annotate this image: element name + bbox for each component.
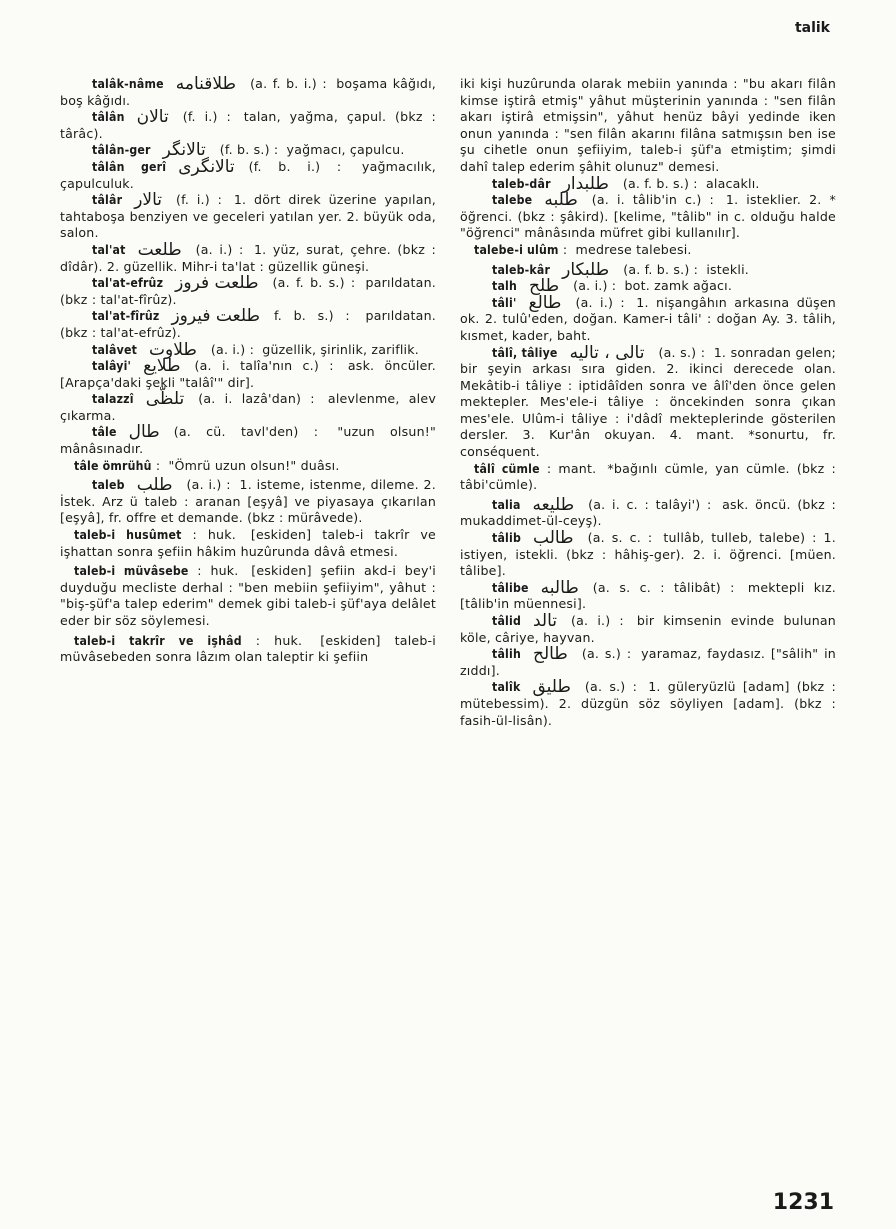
entry-grammar-note: (f. i.) : <box>182 109 231 125</box>
dictionary-entry <box>60 358 436 391</box>
dictionary-entry <box>60 391 436 424</box>
entry-definition: "uzun olsun!" mânâsınadır. <box>60 424 436 457</box>
dictionary-entry <box>460 461 836 494</box>
dictionary-entry <box>460 679 836 729</box>
entry-arabic-script: طلعت <box>137 239 182 260</box>
entry-grammar-note: (a. i. talîa'nın c.) : <box>194 358 334 374</box>
dictionary-entry <box>60 156 436 192</box>
entry-arabic-script: تالار <box>134 190 163 211</box>
entry-headword: taleb-kâr <box>492 262 551 277</box>
dictionary-entry <box>460 242 836 259</box>
entry-grammar-note: (a. s. c. : tâlibât) : <box>592 579 735 595</box>
entry-definition: [eskiden] şefiin akd-i bey'i duyduğu mecliste derhal : "ben mebiin şefiiyim", yâhut : "biş-şüf'a talep ederim" demek gibi taleb-i şüf'aya delâlet eder bir söz söylemesi. <box>60 563 436 628</box>
entry-headword: talîk <box>492 680 521 695</box>
entry-grammar-note: (a. i. lazâ'dan) : <box>198 391 315 407</box>
entry-arabic-script: طلايع <box>143 356 181 377</box>
entry-grammar-note: (a. f. b. i.) : <box>250 76 327 91</box>
entry-grammar-note: (a. s.) : <box>658 344 706 360</box>
entry-grammar-note: (a. i.) : <box>571 613 624 628</box>
entry-grammar-note: (a. i.) : <box>575 294 625 310</box>
entry-grammar-note: : mant. <box>546 460 597 476</box>
entry-headword: talia <box>492 497 521 512</box>
entry-headword: tâle <box>92 425 117 440</box>
entry-arabic-script: طلب <box>136 475 173 496</box>
entry-arabic-script: طلعت فروز <box>175 273 259 294</box>
entry-definition: 1. güleryüzlü [adam] (bkz : mütebessim). 2. düzgün söz söyliyen [adam]. (bkz : fasih-ül-lisân). <box>460 679 836 728</box>
entry-arabic-script: تالان <box>136 107 169 128</box>
entry-headword: taleb-i husûmet <box>74 528 182 543</box>
entry-definition: 1. dört direk üzerine yapılan, tahtaboşa benziyen ve geceleri yatılan yer. 2. büyük oda, salon. <box>60 192 436 241</box>
dictionary-entry <box>60 142 436 159</box>
entry-headword: talâvet <box>92 342 138 357</box>
entry-arabic-script: طلعت فیروز <box>171 306 260 327</box>
entry-grammar-note: (f. b. s.) : <box>219 142 279 158</box>
dictionary-entry <box>460 577 836 613</box>
entry-definition: 1. isteme, istenme, dileme. 2. İstek. Arz ü taleb : aranan [eşyâ] ve piyasaya çıkarılan [eşyâ], fr. offre et demande. (bkz : mürâvede). <box>60 477 436 526</box>
entry-headword: tâlî, tâliye <box>492 345 558 360</box>
entry-definition: ask. öncü. (bkz : mukaddimet-ül-ceyş). <box>460 496 836 529</box>
entry-headword: tâlân gerî <box>92 159 167 174</box>
entry-grammar-note: f. b. s.) : <box>273 308 350 324</box>
entry-grammar-note: (a. f. b. s.) : <box>622 175 698 191</box>
entry-definition: bir kimsenin evinde bulunan köle, câriye, hayvan. <box>460 613 836 645</box>
entry-definition: yağmacılık, çapulculuk. <box>60 158 436 191</box>
entry-arabic-script: طلاوت <box>149 339 197 360</box>
entry-arabic-script: تالد <box>533 611 558 631</box>
entry-arabic-script: طليق <box>532 677 571 698</box>
entry-headword: talebe-i ulûm <box>474 242 559 257</box>
dictionary-entry <box>60 424 436 457</box>
dictionary-entry <box>60 563 436 629</box>
entry-arabic-script: طلح <box>529 276 560 297</box>
dictionary-entry <box>60 339 436 360</box>
entry-headword: tâli' <box>492 295 517 310</box>
entry-headword: tâlî cümle <box>474 461 540 476</box>
dictionary-entry <box>60 76 436 109</box>
entry-arabic-script: طلبه <box>544 190 578 211</box>
dictionary-entry <box>60 109 436 142</box>
dictionary-entry <box>60 458 436 475</box>
entry-headword: tâlân-ger <box>92 143 151 158</box>
entry-headword: tâlân <box>92 110 125 125</box>
dictionary-entry <box>60 192 436 242</box>
dictionary-entry <box>460 259 836 280</box>
entry-grammar-note: (a. cü. tavl'den) : <box>173 424 319 440</box>
entry-headword: talebe <box>492 193 533 208</box>
entry-grammar-note: (a. i. c. : talâyi') : <box>588 496 712 512</box>
entry-definition: *bağınlı cümle, yan cümle. (bkz : tâbi'cümle). <box>460 460 836 493</box>
entry-grammar-note: (a. f. b. s.) : <box>272 275 356 291</box>
entry-headword: tal'at-efrûz <box>92 276 164 291</box>
entry-definition: parıldatan. (bkz : tal'at-efrûz). <box>60 308 436 340</box>
dictionary-entry <box>460 494 836 530</box>
entry-arabic-script: طال <box>128 422 160 443</box>
entry-definition: iki kişi huzûrunda olarak mebiin yanında : "bu akarı filân kimse iştirâ etmiş" yâhut müşterinin yanında : "sen filân akarı iştirâ etmişsin", yâhut henüz bâyi yedinde iken onun yanında : "sen filân akarını filâna satmışsın ben ise şu cihetle onun şefiiyim, taleb-i şüf'a etmiştim; şimdi dahî talep ederim şâhit olunuz" demesi. <box>460 76 836 174</box>
dictionary-entry <box>460 342 836 461</box>
entry-grammar-note: (a. s.) : <box>584 679 638 695</box>
entry-definition: istekli. <box>706 261 749 277</box>
entry-grammar-note: (a. i. tâlib'in c.) : <box>591 192 714 208</box>
entry-arabic-script: تالانگری <box>178 156 235 177</box>
entry-definition: mektepli kız. [tâlib'in müennesi]. <box>460 579 836 612</box>
entry-grammar-note: : <box>562 241 568 257</box>
entry-grammar-note: : <box>155 457 161 473</box>
entry-headword: tâlid <box>492 614 521 628</box>
dictionary-entry <box>460 173 836 194</box>
entry-definition: [eskiden] taleb-i takrîr ve işhattan sonra şefiin hâkim huzûrunda dâvâ etmesi. <box>60 527 436 559</box>
entry-headword: tâle ömrühû <box>74 458 152 473</box>
entry-definition: alevlenme, alev çıkarma. <box>60 391 436 423</box>
entry-headword: talazzî <box>92 392 134 407</box>
entry-definition: yaramaz, faydasız. ["sâlih" in zıddı]. <box>460 646 836 678</box>
entry-arabic-script: طلاقنامه <box>175 74 237 94</box>
entry-definition: yağmacı, çapulcu. <box>286 142 405 158</box>
entry-arabic-script: طلبدار <box>562 173 609 194</box>
entry-definition: güzellik, şirinlik, zariflik. <box>262 341 419 357</box>
entry-headword: tal'at <box>92 242 126 257</box>
entry-definition: alacaklı. <box>705 175 760 191</box>
entry-definition: 1. sonradan gelen; bir şeyin arkası sıra giden. 2. ikinci derecede olan. Mekâtib-i tâliye : iptidâîden sonra ve âlî'den önce gelen mektepler. Mes'ele-i tâliye : öncekinden sonra çıkan mes'ele. Ulûm-i tâliye : i'dâdî mekteplerinde gösterilen dersler. 3. Kur'ân okuyan. 4. mant. *sonurtu, fr. conséquent. <box>460 344 836 460</box>
entry-definition: "Ömrü uzun olsun!" duâsı. <box>168 457 340 473</box>
entry-headword: talâk-nâme <box>92 77 164 91</box>
entry-definition: 1. isteklier. 2. * öğrenci. (bkz : şâkird). [kelime, "tâlib" in c. olduğu halde "öğrenci" mânâsında müfret gibi kullanılır]. <box>460 192 836 241</box>
entry-arabic-script: طالبه <box>540 577 579 598</box>
entry-grammar-note: (a. i.) : <box>210 341 255 357</box>
dictionary-entry <box>460 192 836 242</box>
dictionary-entry <box>460 292 836 345</box>
entry-grammar-note: : huk. <box>197 563 239 579</box>
entry-grammar-note: (a. i.) : <box>573 278 617 294</box>
entry-headword: tâlibe <box>492 580 529 595</box>
entry-grammar-note: (a. i.) : <box>195 241 244 257</box>
entry-arabic-script: طالح <box>532 644 568 665</box>
entry-headword: tâlâr <box>92 193 123 208</box>
right-column <box>460 76 836 729</box>
entry-arabic-script: طليعه <box>532 494 575 515</box>
entry-arabic-script: طلبكار <box>562 259 610 280</box>
page-number: 1231 <box>772 1190 834 1215</box>
entry-headword: tâlib <box>492 531 521 546</box>
dictionary-entry <box>460 76 836 176</box>
entry-arabic-script: طالب <box>533 528 574 549</box>
running-head: talik <box>794 20 830 36</box>
dictionary-entry <box>60 633 436 666</box>
entry-grammar-note: (a. s.) : <box>581 646 632 662</box>
entry-headword: tâlih <box>492 647 521 662</box>
entry-grammar-note: : huk. <box>255 632 303 648</box>
entry-grammar-note: (a. s. c. : <box>587 530 653 546</box>
entry-headword: taleb-i takrîr ve işhâd <box>74 633 242 648</box>
entry-headword: tal'at-fîrûz <box>92 309 160 324</box>
left-column <box>60 76 436 669</box>
entry-definition: parıldatan. (bkz : tal'at-fîrûz). <box>60 275 436 307</box>
dictionary-entry <box>60 477 436 527</box>
dictionary-entry <box>60 527 436 560</box>
entry-headword: talh <box>492 279 518 294</box>
entry-arabic-script: تالانگر <box>162 140 206 161</box>
entry-definition: 1. yüz, surat, çehre. (bkz : dîdâr). 2. güzellik. Mihr-i ta'lat : güzellik güneşi. <box>60 241 436 274</box>
entry-grammar-note: (f. i.) : <box>176 192 223 208</box>
entry-definition: 1. nişangâhın arkasına düşen ok. 2. tulû'eden, doğan. Kamer-i tâli' : doğan Ay. 3. tâlih, kısmet, kader, baht. <box>460 294 836 343</box>
entry-definition: talan, yağma, çapul. (bkz : târâc). <box>60 109 436 141</box>
entry-definition: bot. zamk ağacı. <box>624 278 733 294</box>
entry-arabic-script: طالع <box>528 292 562 313</box>
entry-headword: taleb <box>92 478 125 493</box>
dictionary-entry <box>60 308 436 341</box>
entry-definition: boşama kâğıdı, boş kâğıdı. <box>60 76 436 108</box>
entry-headword: taleb-dâr <box>492 176 551 191</box>
dictionary-entry <box>460 613 836 646</box>
dictionary-entry <box>460 530 836 580</box>
entry-arabic-script: تلظّی <box>145 389 185 410</box>
entry-arabic-script: تالی ، تاليه <box>569 342 645 363</box>
entry-grammar-note: (a. f. b. s.) : <box>623 261 699 277</box>
entry-grammar-note: (a. i.) : <box>186 477 231 493</box>
entry-grammar-note: (f. b. i.) : <box>248 158 342 174</box>
entry-definition: tullâb, tulleb, talebe) : 1. istiyen, istekli. (bkz : hâhiş-ger). 2. i. öğrenci. [müen. tâlibe]. <box>460 530 836 579</box>
dictionary-entry <box>60 239 436 275</box>
entry-headword: taleb-i müvâsebe <box>74 564 189 579</box>
dictionary-entry <box>460 278 836 295</box>
dictionary-entry <box>60 275 436 308</box>
entry-definition: medrese talebesi. <box>575 241 692 257</box>
entry-headword: talâyi' <box>92 359 132 374</box>
entry-definition: [eskiden] taleb-i müvâsebeden sonra lâzım olan taleptir ki şefiin <box>60 632 436 665</box>
dictionary-entry <box>460 646 836 679</box>
entry-grammar-note: : huk. <box>192 527 236 543</box>
entry-definition: ask. öncüler. [Arapça'daki şekli "talâî'" dir]. <box>60 358 436 390</box>
